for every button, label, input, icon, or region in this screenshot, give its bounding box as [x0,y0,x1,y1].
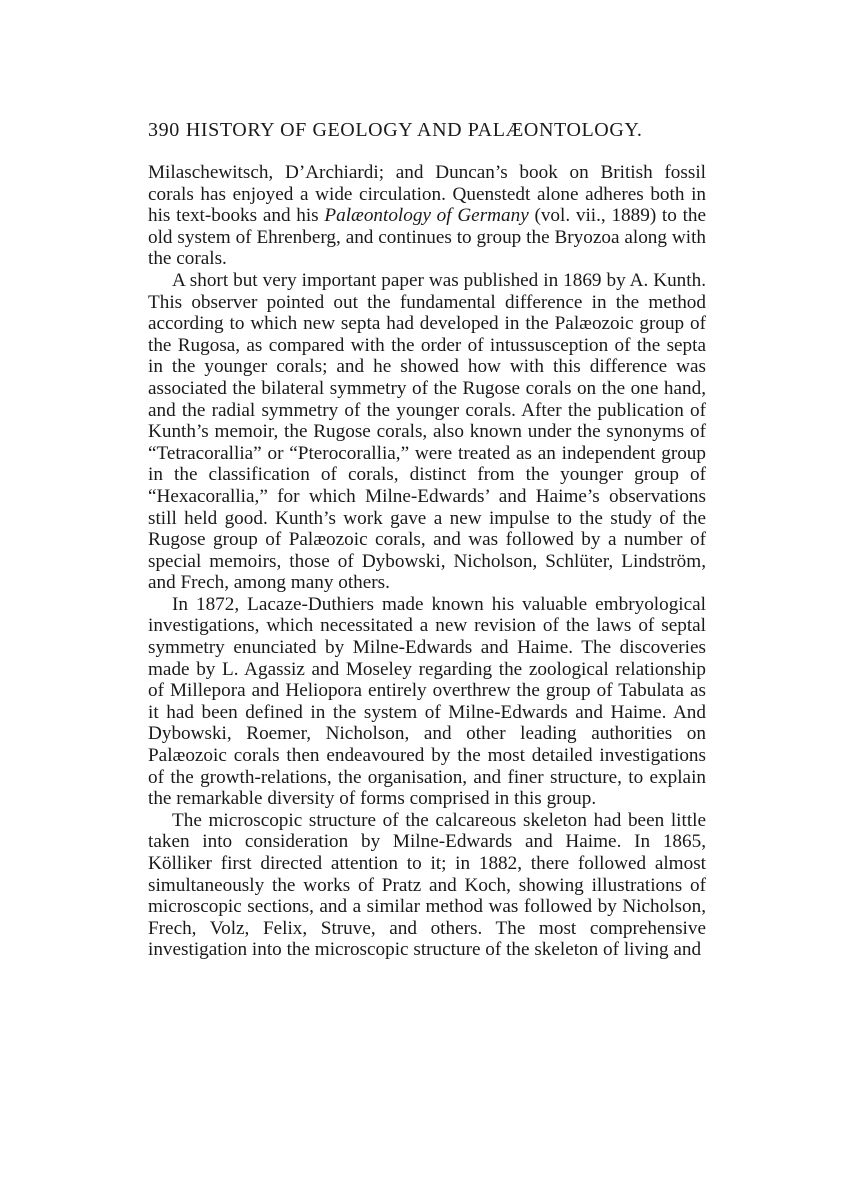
paragraph-2: A short but very important paper was published in 1869 by A. Kunth. This observer pointed out the fundamental difference in the method according to which new septa had developed in the Palæozoic group of the Rugosa, as compared with the order of intussusception of the septa in the younger corals; and he showed how with this difference was associated the bilateral symmetry of the Rugose corals on the one hand, and the radial symmetry of the younger corals. After the publication of Kunth’s memoir, the Rugose corals, also known under the synonyms of “Tetracorallia” or “Pterocorallia,” were treated as an independent group in the classification of corals, distinct from the younger group of “Hexacorallia,” for which Milne-Edwards’ and Haime’s observations still held good. Kunth’s work gave a new impulse to the study of the Rugose group of Palæozoic corals, and was followed by a number of special memoirs, those of Dybowski, Nicholson, Schlüter, Lindström, and Frech, among many others. [148,269,706,594]
body-text [148,162,706,961]
running-title: HISTORY OF GEOLOGY AND PALÆONTOLOGY. [185,119,643,141]
book-page [148,117,706,961]
book-title-italic: Palæontology of Germany [324,205,529,227]
paragraph-1-text-before: Milaschewitsch, D’Archiardi; and Duncan’s book on British fossil corals has enjoyed a wide circulation. Quenstedt alone adheres both in his text-books and his [148,162,706,227]
running-head [148,117,706,143]
paragraph-3: In 1872, Lacaze-Duthiers made known his valuable embryological investigations, which necessitated a new revision of the laws of septal symmetry enunciated by Milne-Edwards and Haime. The discoveries made by L. Agassiz and Moseley regarding the zoological relationship of Millepora and Heliopora entirely overthrew the group of Tabulata as it had been defined in the system of Milne-Edwards and Haime. And Dybowski, Roemer, Nicholson, and other leading authorities on Palæozoic corals then endeavoured by the most detailed investigations of the growth-relations, the organisation, and finer structure, to explain the remarkable diversity of forms comprised in this group. [148,593,706,810]
paragraph-4: The microscopic structure of the calcareous skeleton had been little taken into consideration by Milne-Edwards and Haime. In 1865, Kölliker first directed attention to it; in 1882, there followed almost simultaneously the works of Pratz and Koch, showing illustrations of microscopic sections, and a similar method was followed by Nicholson, Frech, Volz, Felix, Struve, and others. The most comprehensive investigation into the microscopic structure of the skeleton of living and [148,809,706,961]
paragraph-1-text-after: (vol. vii., 1889) to the old system of Ehrenberg, and continues to group the Bryozoa along with the corals. [148,205,707,270]
paragraph-1 [148,162,706,270]
page-number: 390 [148,119,180,141]
